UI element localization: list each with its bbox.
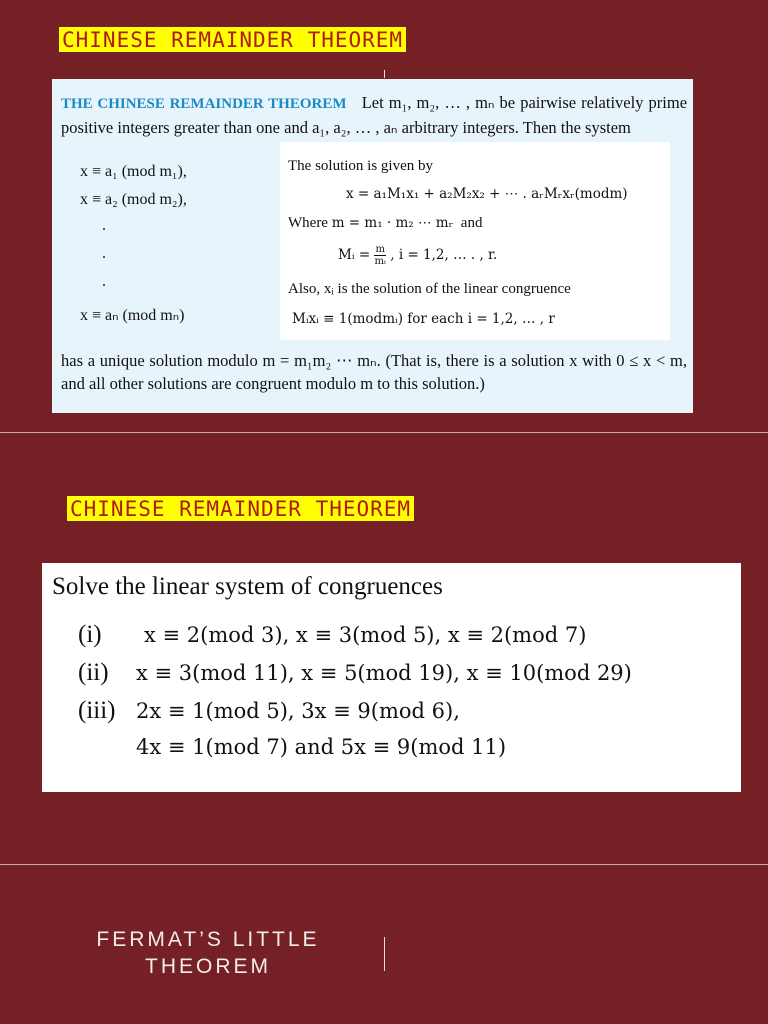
theorem-heading: THE CHINESE REMAINDER THEOREM [61,96,347,112]
slide1-cursor-mark [384,70,385,78]
slide-separator-1 [0,432,768,433]
exercise-item-ii: x ≡ 3(mod 11), x ≡ 5(mod 19), x ≡ 10(mod 29) [136,661,632,685]
exercise-label-i: (i) [78,621,102,648]
system-dot-2: . [102,245,106,262]
exercise-label-ii: (ii) [78,659,109,686]
system-dot-3: . [102,273,106,290]
slide1-title: CHINESE REMAINDER THEOREM [59,27,406,52]
exercise-intro: Solve the linear system of congruences [52,573,443,600]
exercise-item-iii-continued: 4x ≡ 1(mod 7) and 5x ≡ 9(mod 11) [136,735,507,759]
slide3-title: FERMAT’S LITTLE THEOREM [96,928,320,978]
exercise-item-i: x ≡ 2(mod 3), x ≡ 3(mod 5), x ≡ 2(mod 7) [144,623,587,647]
exercise-item-iii: 2x ≡ 1(mod 5), 3x ≡ 9(mod 6), [136,699,460,723]
Mi-denominator: mᵢ [374,256,386,267]
linear-congruence: Mᵢxᵢ ≡ 1(modmᵢ) for each i = 1,2, … , r [292,311,555,327]
system-line-n: x ≡ aₙ (mod mₙ) [80,307,185,324]
Mi-rest: , i = 1,2, … . , r. [390,247,498,263]
system-line-2: x ≡ a₂ (mod m₂), [80,191,187,208]
slide3-divider [384,937,385,971]
also-text: Also, xᵢ is the solution of the linear congruence [288,281,571,297]
theorem-statement [61,91,687,140]
Mi-numerator: m [375,244,385,255]
theorem-text: Let m₁, m₂, … , mₙ be pairwise relatively prime positive integers greater than one and a₁, a₂, … , aₙ arbitrary integers. Then the system [61,93,688,137]
Mi-fraction [374,244,386,267]
slide-separator-2 [0,864,768,865]
slide2-title: CHINESE REMAINDER THEOREM [67,496,414,521]
where-label: Where [288,215,328,231]
system-line-1: x ≡ a₁ (mod m₁), [80,163,187,180]
theorem-conclusion: has a unique solution modulo m = m₁m₂ ⋯ mₙ. (That is, there is a solution x with 0 ≤ x < m, and all other solutions are congruent modulo m to this solution.) [61,351,687,393]
solution-panel [280,142,670,340]
solution-intro: The solution is given by [288,158,433,174]
exercise-label-iii: (iii) [78,697,116,724]
crt-theorem-image [52,79,693,413]
Mi-lhs: Mᵢ = [338,247,371,263]
where-line [288,215,482,232]
m-definition: m = m₁ · m₂ ⋯ mᵣ [331,215,454,231]
and-label: and [460,215,483,231]
system-dot-1: . [102,217,106,234]
Mi-definition [338,244,497,267]
exercise-image [42,563,741,792]
solution-formula: x = a₁M₁x₁ + a₂M₂x₂ + ⋯ . aᵣMᵣxᵣ(modm) [346,186,628,202]
